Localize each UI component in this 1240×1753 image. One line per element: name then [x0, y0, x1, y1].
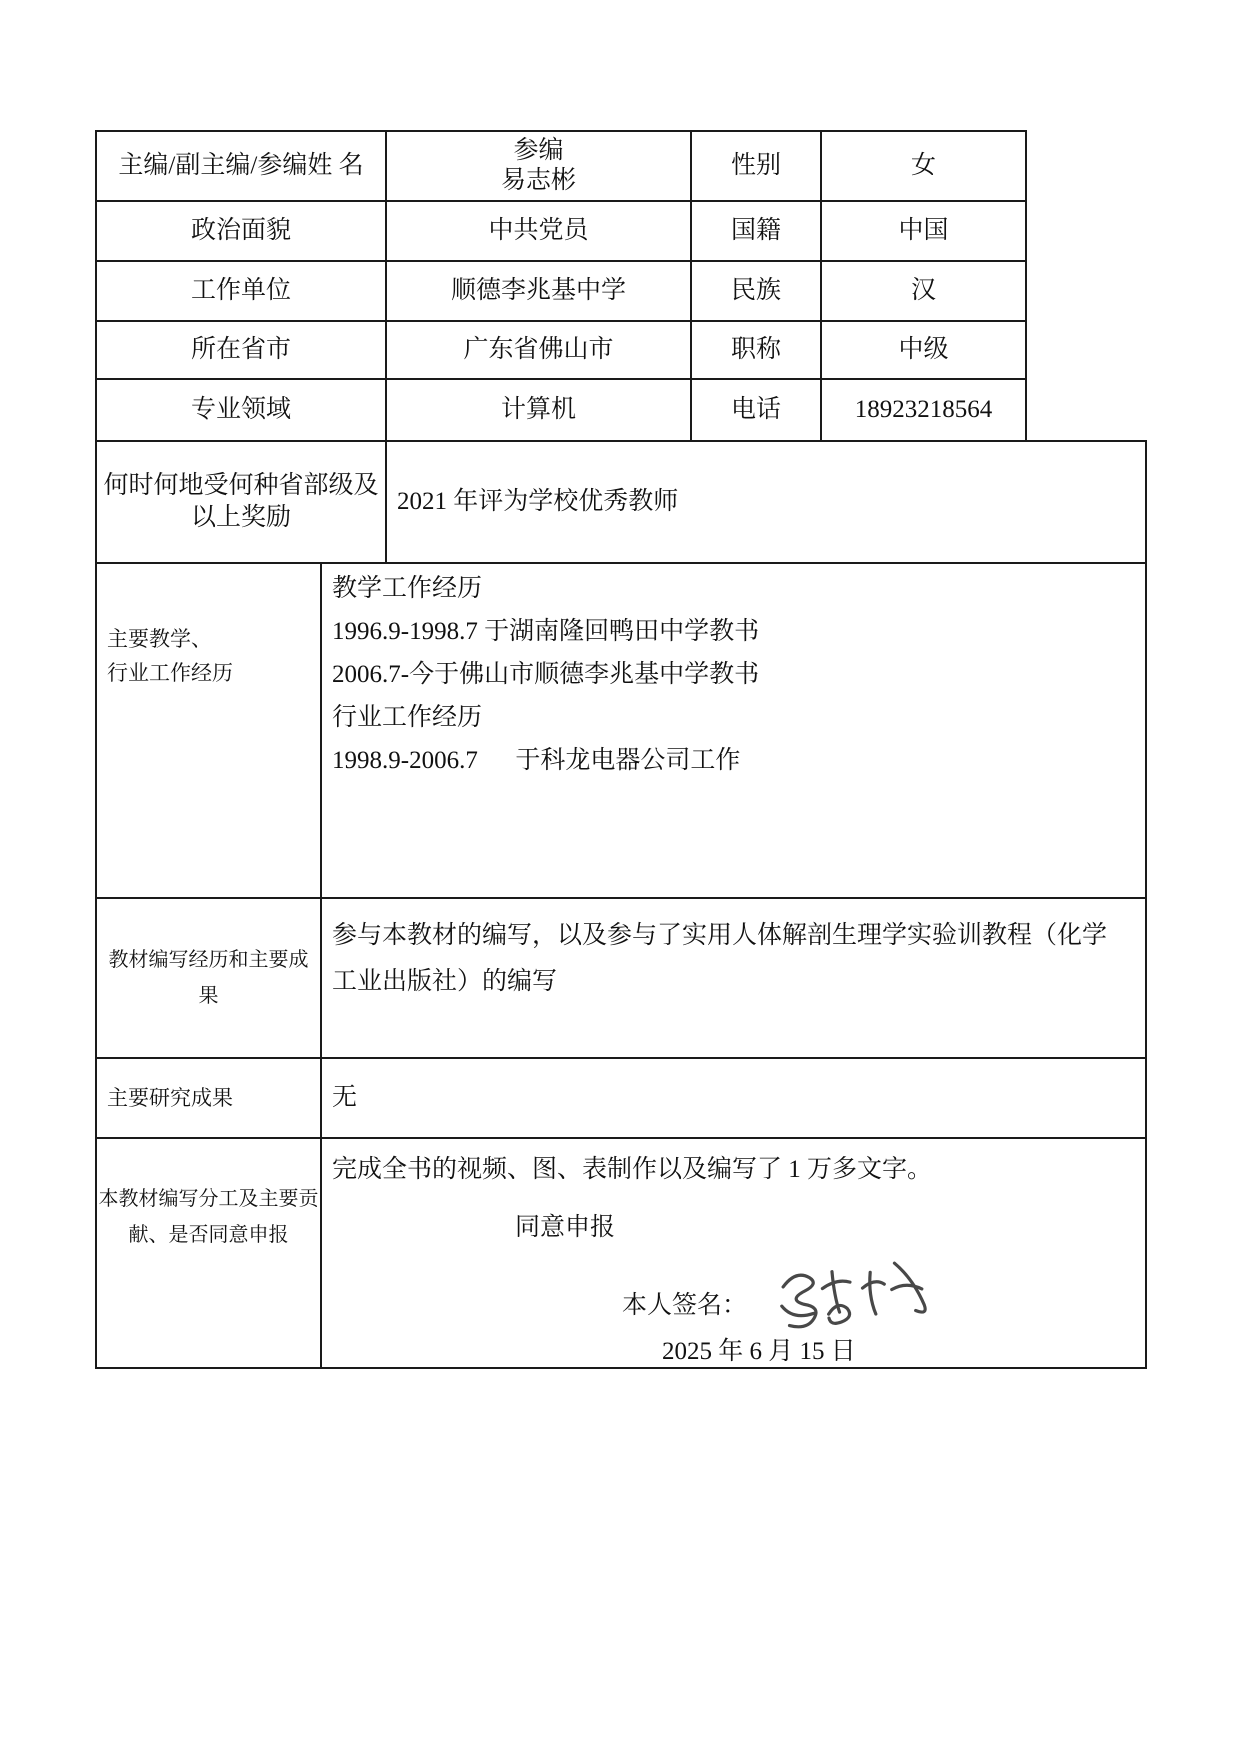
label-text: 国籍 — [730, 217, 781, 244]
signature-label: 本人签名： — [622, 1292, 748, 1319]
field-label-compilation — [97, 899, 322, 1059]
handwritten-signature — [770, 1257, 935, 1332]
compilation-line: 参与本教材的编写，以及参与了实用人体解剖生理学实验训教程（化学 — [332, 922, 1108, 949]
field-value-contribution — [322, 1139, 1147, 1369]
field-label-phone — [692, 380, 822, 440]
field-value-experience — [322, 564, 1147, 899]
value-text: 计算机 — [500, 396, 576, 423]
detail-section — [95, 440, 1147, 1369]
field-value-editor-name — [387, 132, 692, 202]
field-value-nationality — [822, 202, 1027, 262]
field-value-compilation — [322, 899, 1147, 1059]
table-row-name — [97, 132, 1027, 202]
field-value-political-status — [387, 202, 692, 262]
label-line: 献、是否同意申报 — [128, 1224, 289, 1246]
table-row-province — [97, 322, 1027, 380]
label-line: 行业工作经历 — [107, 661, 233, 685]
table-row-field — [97, 380, 1027, 440]
field-value-ethnicity — [822, 262, 1027, 322]
field-label-title-rank — [692, 322, 822, 380]
field-label-political-status — [97, 202, 387, 262]
field-value-research — [322, 1059, 1147, 1139]
field-label-experience — [97, 564, 322, 899]
label-line: 主要教学、 — [107, 627, 212, 651]
signature-ink-icon — [770, 1257, 935, 1332]
value-text: 顺德李兆基中学 — [450, 277, 626, 304]
editor-role: 参编 — [513, 137, 564, 164]
field-label-work-unit — [97, 262, 387, 322]
field-value-specialty — [387, 380, 692, 440]
table-row-experience — [97, 564, 1147, 899]
field-value-phone — [822, 380, 1027, 440]
value-text: 中级 — [898, 336, 949, 363]
value-text: 女 — [910, 152, 936, 179]
label-text: 主编/副主编/参编姓 名 — [118, 152, 364, 179]
label-text: 电话 — [730, 396, 781, 423]
editor-name: 易志彬 — [500, 167, 576, 194]
label-text: 主要研究成果 — [107, 1086, 233, 1110]
field-value-award — [387, 442, 1147, 564]
field-value-province-city — [387, 322, 692, 380]
value-text: 汉 — [910, 277, 936, 304]
agree-statement: 同意申报 — [515, 1214, 616, 1241]
field-label-research — [97, 1059, 322, 1139]
label-text: 职称 — [730, 336, 781, 363]
value-text: 18923218564 — [854, 396, 993, 423]
field-label-contribution — [97, 1139, 322, 1369]
label-line: 果 — [198, 985, 219, 1007]
field-label-province-city — [97, 322, 387, 380]
field-label-award — [97, 442, 387, 564]
field-value-work-unit — [387, 262, 692, 322]
basic-info-section — [95, 130, 1027, 440]
experience-line: 2006.7-今于佛山市顺德李兆基中学教书 — [332, 661, 760, 688]
field-label-nationality — [692, 202, 822, 262]
label-text: 性别 — [730, 152, 781, 179]
contribution-text: 完成全书的视频、图、表制作以及编写了 1 万多文字。 — [332, 1156, 933, 1183]
value-text: 广东省佛山市 — [463, 336, 614, 363]
experience-line: 1998.9-2006.7 于科龙电器公司工作 — [332, 747, 741, 774]
table-row-contribution — [97, 1139, 1147, 1369]
label-text: 工作单位 — [190, 277, 291, 304]
signature-date: 2025 年 6 月 15 日 — [662, 1338, 856, 1365]
label-text: 民族 — [730, 277, 781, 304]
label-text: 所在省市 — [190, 336, 291, 363]
label-text: 政治面貌 — [190, 217, 291, 244]
field-label-specialty — [97, 380, 387, 440]
table-row-award — [97, 442, 1147, 564]
field-value-gender — [822, 132, 1027, 202]
field-label-editor-name — [97, 132, 387, 202]
label-text: 专业领域 — [190, 396, 291, 423]
experience-line: 1996.9-1998.7 于湖南隆回鸭田中学教书 — [332, 618, 760, 645]
label-line: 以上奖励 — [190, 504, 291, 531]
table-row-compilation — [97, 899, 1147, 1059]
experience-line: 教学工作经历 — [332, 575, 483, 602]
label-line: 本教材编写分工及主要贡 — [98, 1188, 319, 1210]
value-text: 2021 年评为学校优秀教师 — [397, 488, 679, 515]
compilation-line: 工业出版社）的编写 — [332, 968, 558, 995]
editor-info-form-table — [95, 130, 1147, 1369]
label-line: 何时何地受何种省部级及 — [103, 472, 379, 499]
value-text: 中国 — [898, 217, 949, 244]
table-row-political — [97, 202, 1027, 262]
experience-line: 行业工作经历 — [332, 704, 483, 731]
value-text: 无 — [332, 1084, 358, 1111]
table-row-research — [97, 1059, 1147, 1139]
table-row-workunit — [97, 262, 1027, 322]
field-label-ethnicity — [692, 262, 822, 322]
value-text: 中共党员 — [488, 217, 589, 244]
label-line: 教材编写经历和主要成 — [108, 949, 309, 971]
field-value-title-rank — [822, 322, 1027, 380]
field-label-gender — [692, 132, 822, 202]
